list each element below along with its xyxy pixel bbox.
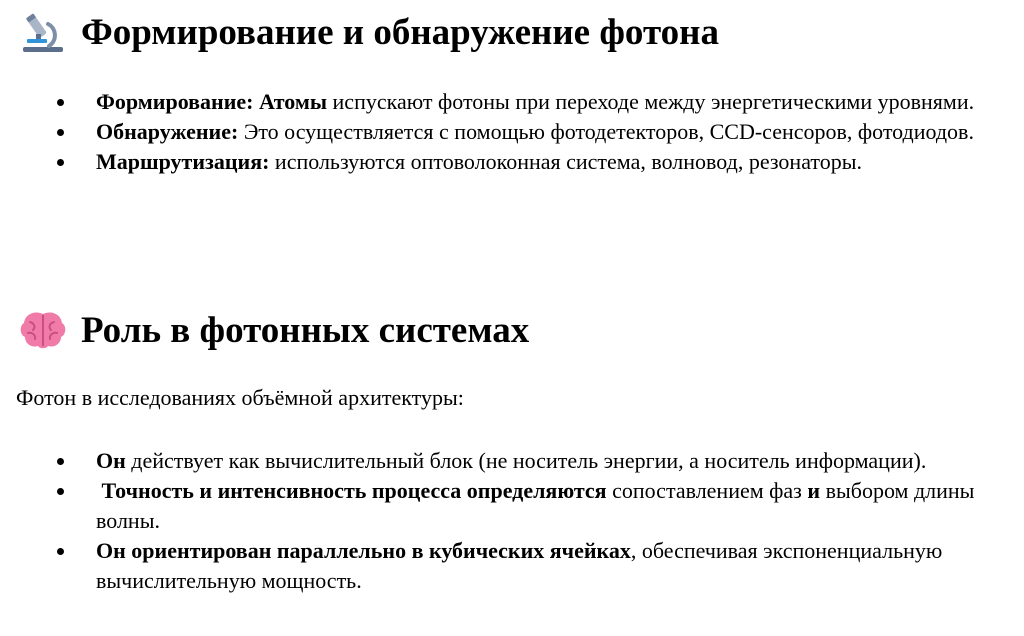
list-item [0,476,1024,536]
bullet-dot [57,159,64,166]
item-bold-label: Маршрутизация: [96,149,270,174]
item-text-end: выбором длины волны. [96,478,975,533]
section-heading-formation [18,10,719,54]
section-intro: Фотон в исследованиях объёмной архитектуры: [16,385,464,410]
list-item [0,147,1024,177]
bullet-dot [57,129,64,136]
item-bold-label: Формирование: Атомы [96,89,328,114]
microscope-icon [18,10,68,54]
bullet-dot [57,99,64,106]
item-bold-label: Точность и интенсивность процесса определяются [96,478,607,503]
item-text: Это осуществляется с помощью фотодетекторов, CCD-сенсоров, фотодиодов. [238,119,974,144]
item-bold-conjunction: и [807,478,821,503]
section-heading-role [18,308,529,352]
item-text: действует как вычислительный блок (не носитель энергии, а носитель информации). [125,448,927,473]
list-item [0,87,1024,117]
list-item [0,536,1024,596]
item-text: сопоставлением фаз [606,478,808,503]
item-text: используются оптоволоконная система, волновод, резонаторы. [269,149,863,174]
item-text: испускают фотоны при переходе между энергетическими уровнями. [327,89,975,114]
bullet-dot [57,488,64,495]
item-text: , обеспечивая экспоненциальную вычислительную мощность. [96,538,943,593]
bullet-dot [57,458,64,465]
list-item [0,117,1024,147]
section-title: Роль в фотонных системах [81,309,530,351]
bullet-dot [57,548,64,555]
brain-icon [18,308,68,352]
item-bold-label: Обнаружение: [96,119,239,144]
item-bold-label: Он ориентирован параллельно в кубических ячейках [96,538,631,563]
bullet-list-formation [0,87,1024,177]
bullet-list-role [0,446,1024,596]
list-item [0,446,1024,476]
section-title: Формирование и обнаружение фотона [81,11,719,53]
item-bold-label: Он [96,448,126,473]
